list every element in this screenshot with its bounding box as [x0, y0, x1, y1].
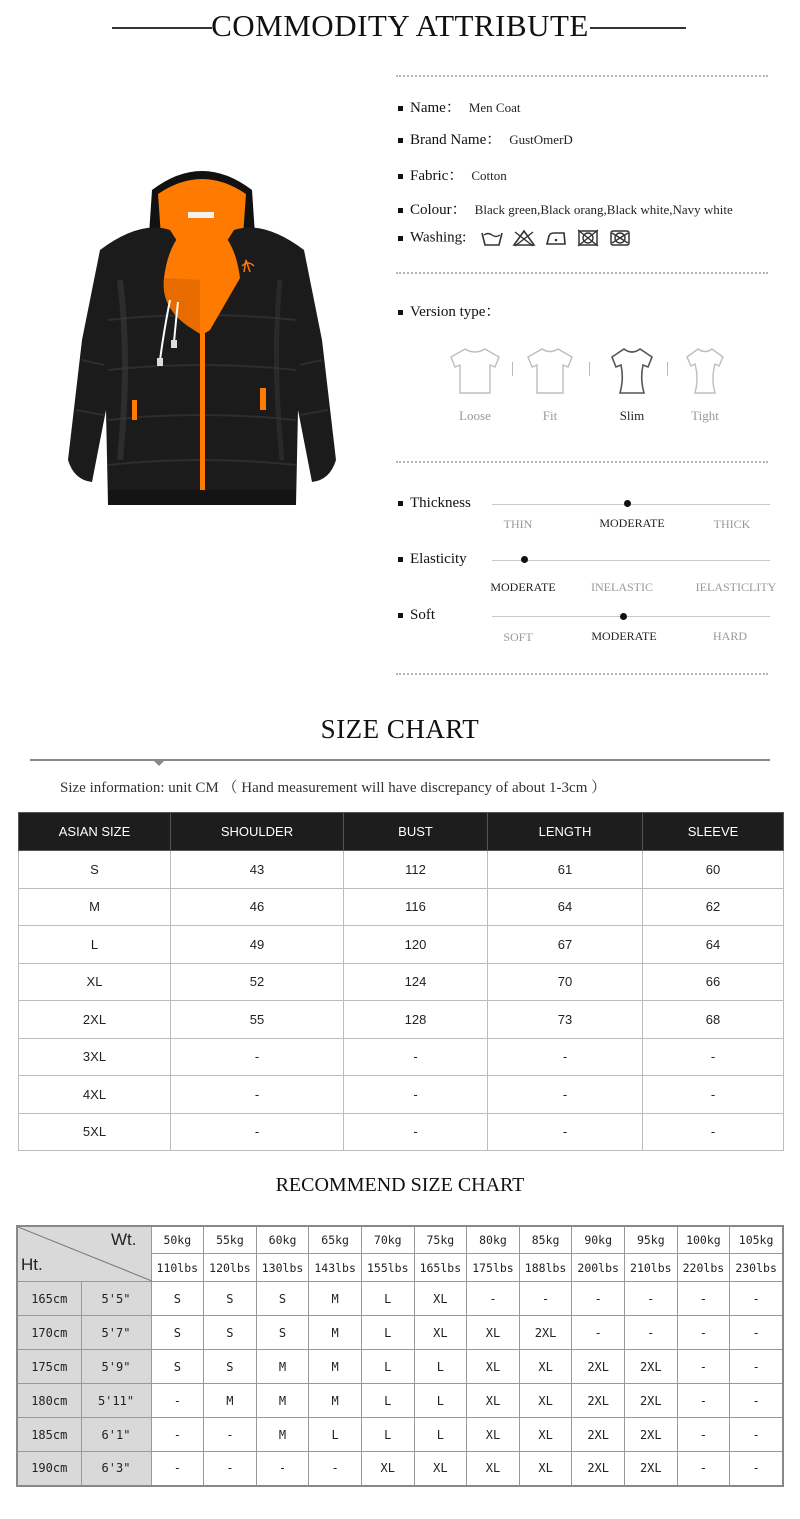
attr-version-label: Version type： [410, 304, 501, 320]
size-cell: XL [467, 1350, 520, 1384]
weight-kg-cell: 80kg [467, 1226, 520, 1254]
tshirt-slim-icon [602, 345, 662, 397]
size-chart-header-row [19, 813, 784, 851]
size-cell: XL [519, 1384, 572, 1418]
size-cell: - [467, 1282, 520, 1316]
table-cell: 5XL [19, 1113, 171, 1151]
table-row [19, 1076, 784, 1114]
elasticity-scale-track [492, 560, 770, 561]
weight-kg-cell: 95kg [624, 1226, 677, 1254]
table-row [19, 1038, 784, 1076]
recommend-chart-table [16, 1225, 784, 1487]
size-cell: XL [467, 1452, 520, 1486]
attr-thickness [398, 495, 471, 512]
size-cell: M [309, 1350, 362, 1384]
size-cell: XL [467, 1316, 520, 1350]
table-cell: - [171, 1076, 344, 1114]
size-cell: - [151, 1452, 204, 1486]
size-cell: - [677, 1384, 730, 1418]
table-cell: - [488, 1113, 643, 1151]
attr-elasticity [398, 551, 467, 568]
size-cell: - [730, 1452, 783, 1486]
size-cell: XL [467, 1384, 520, 1418]
size-cell: XL [519, 1452, 572, 1486]
table-cell: 61 [488, 851, 643, 889]
separator [512, 362, 513, 376]
table-cell: 68 [643, 1001, 784, 1039]
column-header: SHOULDER [171, 813, 344, 851]
column-header: BUST [344, 813, 488, 851]
size-cell: S [256, 1316, 309, 1350]
table-cell: - [488, 1038, 643, 1076]
weight-lbs-cell: 130lbs [256, 1254, 309, 1282]
table-cell: - [344, 1076, 488, 1114]
size-cell: L [309, 1418, 362, 1452]
thickness-option: THIN [503, 517, 533, 531]
size-cell: 2XL [519, 1316, 572, 1350]
size-cell: - [572, 1282, 625, 1316]
attr-name-value: Men Coat [468, 100, 521, 115]
size-cell: 2XL [624, 1350, 677, 1384]
size-cell: - [256, 1452, 309, 1486]
weight-kg-cell: 55kg [204, 1226, 257, 1254]
size-cell: L [414, 1350, 467, 1384]
soft-scale-marker [620, 613, 627, 620]
bullet-icon [398, 501, 403, 506]
bullet-icon [398, 310, 403, 315]
size-cell: - [677, 1452, 730, 1486]
version-option-label: Slim [619, 408, 645, 423]
size-cell: L [414, 1418, 467, 1452]
size-cell: - [624, 1282, 677, 1316]
size-cell: M [256, 1384, 309, 1418]
weight-kg-cell: 60kg [256, 1226, 309, 1254]
table-cell: S [19, 851, 171, 889]
size-cell: L [361, 1418, 414, 1452]
size-cell: XL [414, 1282, 467, 1316]
table-row [17, 1384, 783, 1418]
height-cm-cell: 190cm [17, 1452, 81, 1486]
size-cell: L [361, 1282, 414, 1316]
hand-wash-icon [480, 229, 504, 247]
attr-fabric-value: Cotton [471, 168, 507, 183]
elasticity-option: IELASTICLITY [695, 580, 777, 594]
size-cell: S [256, 1282, 309, 1316]
version-option-fit [520, 345, 580, 424]
size-cell: - [309, 1452, 362, 1486]
size-cell: S [151, 1282, 204, 1316]
table-cell: 124 [344, 963, 488, 1001]
table-cell: 70 [488, 963, 643, 1001]
version-option-slim [602, 345, 662, 424]
size-cell: M [309, 1282, 362, 1316]
header-rule-right [590, 27, 686, 29]
table-cell: 60 [643, 851, 784, 889]
weight-axis-label: Wt. [111, 1230, 137, 1249]
divider [396, 75, 768, 77]
size-chart-title: SIZE CHART [320, 714, 480, 744]
version-option-loose [445, 345, 505, 424]
size-cell: 2XL [624, 1418, 677, 1452]
attr-washing-label: Washing: [410, 229, 467, 246]
table-cell: 46 [171, 888, 344, 926]
table-row [17, 1316, 783, 1350]
attr-elasticity-label: Elasticity [410, 551, 467, 567]
size-cell: - [730, 1418, 783, 1452]
page-title: COMMODITY ATTRIBUTE [211, 8, 589, 43]
attr-soft [398, 607, 435, 624]
attr-washing [398, 229, 632, 247]
size-cell: S [204, 1282, 257, 1316]
weight-lbs-cell: 175lbs [467, 1254, 520, 1282]
size-cell: S [204, 1316, 257, 1350]
bullet-icon [398, 557, 403, 562]
table-cell: - [344, 1113, 488, 1151]
attr-name-label: Name： [410, 100, 461, 116]
weight-kg-cell: 105kg [730, 1226, 783, 1254]
size-cell: - [151, 1418, 204, 1452]
size-cell: - [204, 1418, 257, 1452]
attr-name [398, 96, 520, 117]
product-jacket-image [60, 160, 345, 520]
size-cell: L [361, 1316, 414, 1350]
size-chart-table [18, 812, 784, 1151]
weight-kg-cell: 100kg [677, 1226, 730, 1254]
no-dry-clean-icon [608, 229, 632, 247]
weight-lbs-cell: 155lbs [361, 1254, 414, 1282]
thickness-scale-marker [624, 500, 631, 507]
height-ft-cell: 5'11" [81, 1384, 151, 1418]
separator [667, 362, 668, 376]
bullet-icon [398, 236, 403, 241]
thickness-scale-track [492, 504, 770, 505]
table-row [19, 1001, 784, 1039]
size-cell: M [256, 1350, 309, 1384]
size-cell: - [572, 1316, 625, 1350]
size-cell: 2XL [624, 1452, 677, 1486]
table-cell: 116 [344, 888, 488, 926]
elasticity-scale-marker [521, 556, 528, 563]
table-cell: XL [19, 963, 171, 1001]
table-cell: - [488, 1076, 643, 1114]
table-cell: - [344, 1038, 488, 1076]
divider [396, 673, 768, 675]
table-cell: - [643, 1113, 784, 1151]
bullet-icon [398, 208, 403, 213]
table-cell: 128 [344, 1001, 488, 1039]
height-ft-cell: 6'3" [81, 1452, 151, 1486]
table-cell: 49 [171, 926, 344, 964]
size-cell: - [151, 1384, 204, 1418]
separator [589, 362, 590, 376]
size-cell: S [204, 1350, 257, 1384]
size-cell: S [151, 1350, 204, 1384]
table-cell: 67 [488, 926, 643, 964]
attr-brand-value: GustOmerD [509, 132, 573, 147]
table-cell: 4XL [19, 1076, 171, 1114]
table-row [17, 1418, 783, 1452]
version-option-label: Tight [691, 408, 719, 423]
bullet-icon [398, 106, 403, 111]
recommend-chart-title: RECOMMEND SIZE CHART [275, 1174, 525, 1196]
weight-lbs-cell: 165lbs [414, 1254, 467, 1282]
size-cell: XL [519, 1350, 572, 1384]
table-cell: L [19, 926, 171, 964]
bullet-icon [398, 613, 403, 618]
table-corner-cell [17, 1226, 151, 1282]
height-ft-cell: 5'7" [81, 1316, 151, 1350]
attr-soft-label: Soft [410, 607, 436, 623]
tshirt-fit-icon [520, 345, 580, 397]
size-cell: L [361, 1384, 414, 1418]
table-cell: 112 [344, 851, 488, 889]
size-cell: - [624, 1316, 677, 1350]
size-chart-rule [30, 759, 770, 761]
height-ft-cell: 6'1" [81, 1418, 151, 1452]
table-cell: 66 [643, 963, 784, 1001]
iron-icon [544, 229, 568, 247]
size-cell: - [204, 1452, 257, 1486]
tshirt-tight-icon [675, 345, 735, 397]
size-cell: M [309, 1316, 362, 1350]
size-chart-rule-marker [154, 761, 164, 766]
soft-option: HARD [712, 629, 748, 643]
size-cell: L [361, 1350, 414, 1384]
table-cell: 64 [643, 926, 784, 964]
attr-colour-label: Colour： [410, 202, 467, 218]
no-bleach-icon [512, 229, 536, 247]
table-cell: - [171, 1038, 344, 1076]
height-cm-cell: 185cm [17, 1418, 81, 1452]
weight-lbs-cell: 210lbs [624, 1254, 677, 1282]
table-row [17, 1452, 783, 1486]
divider [396, 461, 768, 463]
size-cell: S [151, 1316, 204, 1350]
attr-colour-value: Black green,Black orang,Black white,Navy white [474, 202, 733, 217]
version-option-label: Loose [459, 408, 491, 423]
size-cell: - [730, 1350, 783, 1384]
size-cell: XL [467, 1418, 520, 1452]
size-cell: - [730, 1316, 783, 1350]
table-cell: - [643, 1038, 784, 1076]
table-row [19, 851, 784, 889]
size-cell: - [519, 1282, 572, 1316]
size-cell: - [677, 1350, 730, 1384]
version-option-tight [675, 345, 735, 424]
divider [396, 272, 768, 274]
table-row [19, 888, 784, 926]
thickness-option-selected: MODERATE [599, 516, 665, 530]
table-row [19, 1113, 784, 1151]
size-cell: - [730, 1282, 783, 1316]
size-cell: 2XL [572, 1418, 625, 1452]
table-cell: 2XL [19, 1001, 171, 1039]
weight-lbs-cell: 110lbs [151, 1254, 204, 1282]
height-cm-cell: 180cm [17, 1384, 81, 1418]
weight-kg-cell: 65kg [309, 1226, 362, 1254]
weight-lbs-cell: 200lbs [572, 1254, 625, 1282]
weight-lbs-cell: 120lbs [204, 1254, 257, 1282]
weight-lbs-cell: 230lbs [730, 1254, 783, 1282]
weight-lbs-cell: 220lbs [677, 1254, 730, 1282]
height-cm-cell: 175cm [17, 1350, 81, 1384]
table-cell: M [19, 888, 171, 926]
table-cell: 43 [171, 851, 344, 889]
size-cell: - [677, 1316, 730, 1350]
bullet-icon [398, 138, 403, 143]
elasticity-option-selected: MODERATE [490, 580, 556, 594]
attr-colour [398, 198, 733, 219]
weight-kg-row [17, 1226, 783, 1254]
tshirt-loose-icon [445, 345, 505, 397]
weight-kg-cell: 70kg [361, 1226, 414, 1254]
table-cell: - [643, 1076, 784, 1114]
table-row [19, 963, 784, 1001]
table-row [19, 926, 784, 964]
weight-kg-cell: 75kg [414, 1226, 467, 1254]
height-ft-cell: 5'5" [81, 1282, 151, 1316]
attr-version-type [398, 300, 500, 321]
size-cell: L [414, 1384, 467, 1418]
elasticity-option: INELASTIC [591, 580, 653, 594]
attr-fabric [398, 164, 507, 185]
table-cell: 55 [171, 1001, 344, 1039]
table-cell: 120 [344, 926, 488, 964]
size-chart-info: Size information: unit CM （ Hand measurement will have discrepancy of about 1-3cm ） [60, 780, 607, 796]
height-axis-label: Ht. [21, 1255, 43, 1274]
column-header: SLEEVE [643, 813, 784, 851]
size-cell: M [256, 1418, 309, 1452]
size-cell: - [677, 1282, 730, 1316]
table-cell: - [171, 1113, 344, 1151]
thickness-option: THICK [713, 517, 751, 531]
size-cell: 2XL [572, 1452, 625, 1486]
column-header: LENGTH [488, 813, 643, 851]
weight-kg-cell: 85kg [519, 1226, 572, 1254]
size-cell: 2XL [572, 1350, 625, 1384]
size-cell: - [677, 1418, 730, 1452]
weight-kg-cell: 50kg [151, 1226, 204, 1254]
bullet-icon [398, 174, 403, 179]
size-cell: M [309, 1384, 362, 1418]
soft-option-selected: MODERATE [591, 629, 657, 643]
attr-thickness-label: Thickness [410, 495, 471, 511]
no-tumble-dry-icon [576, 229, 600, 247]
table-row [17, 1282, 783, 1316]
version-option-label: Fit [542, 408, 558, 423]
table-cell: 52 [171, 963, 344, 1001]
height-cm-cell: 165cm [17, 1282, 81, 1316]
weight-lbs-cell: 188lbs [519, 1254, 572, 1282]
attr-brand-label: Brand Name： [410, 132, 502, 148]
attr-brand [398, 128, 573, 149]
table-cell: 62 [643, 888, 784, 926]
weight-lbs-cell: 143lbs [309, 1254, 362, 1282]
height-cm-cell: 170cm [17, 1316, 81, 1350]
table-row [17, 1350, 783, 1384]
size-cell: 2XL [572, 1384, 625, 1418]
column-header: ASIAN SIZE [19, 813, 171, 851]
height-ft-cell: 5'9" [81, 1350, 151, 1384]
size-cell: XL [361, 1452, 414, 1486]
table-cell: 3XL [19, 1038, 171, 1076]
size-cell: XL [414, 1452, 467, 1486]
weight-kg-cell: 90kg [572, 1226, 625, 1254]
table-cell: 73 [488, 1001, 643, 1039]
size-cell: 2XL [624, 1384, 677, 1418]
soft-option: SOFT [503, 630, 533, 644]
size-cell: - [730, 1384, 783, 1418]
size-cell: M [204, 1384, 257, 1418]
size-cell: XL [519, 1418, 572, 1452]
soft-scale-track [492, 616, 770, 617]
attr-fabric-label: Fabric： [410, 168, 464, 184]
table-cell: 64 [488, 888, 643, 926]
size-cell: XL [414, 1316, 467, 1350]
